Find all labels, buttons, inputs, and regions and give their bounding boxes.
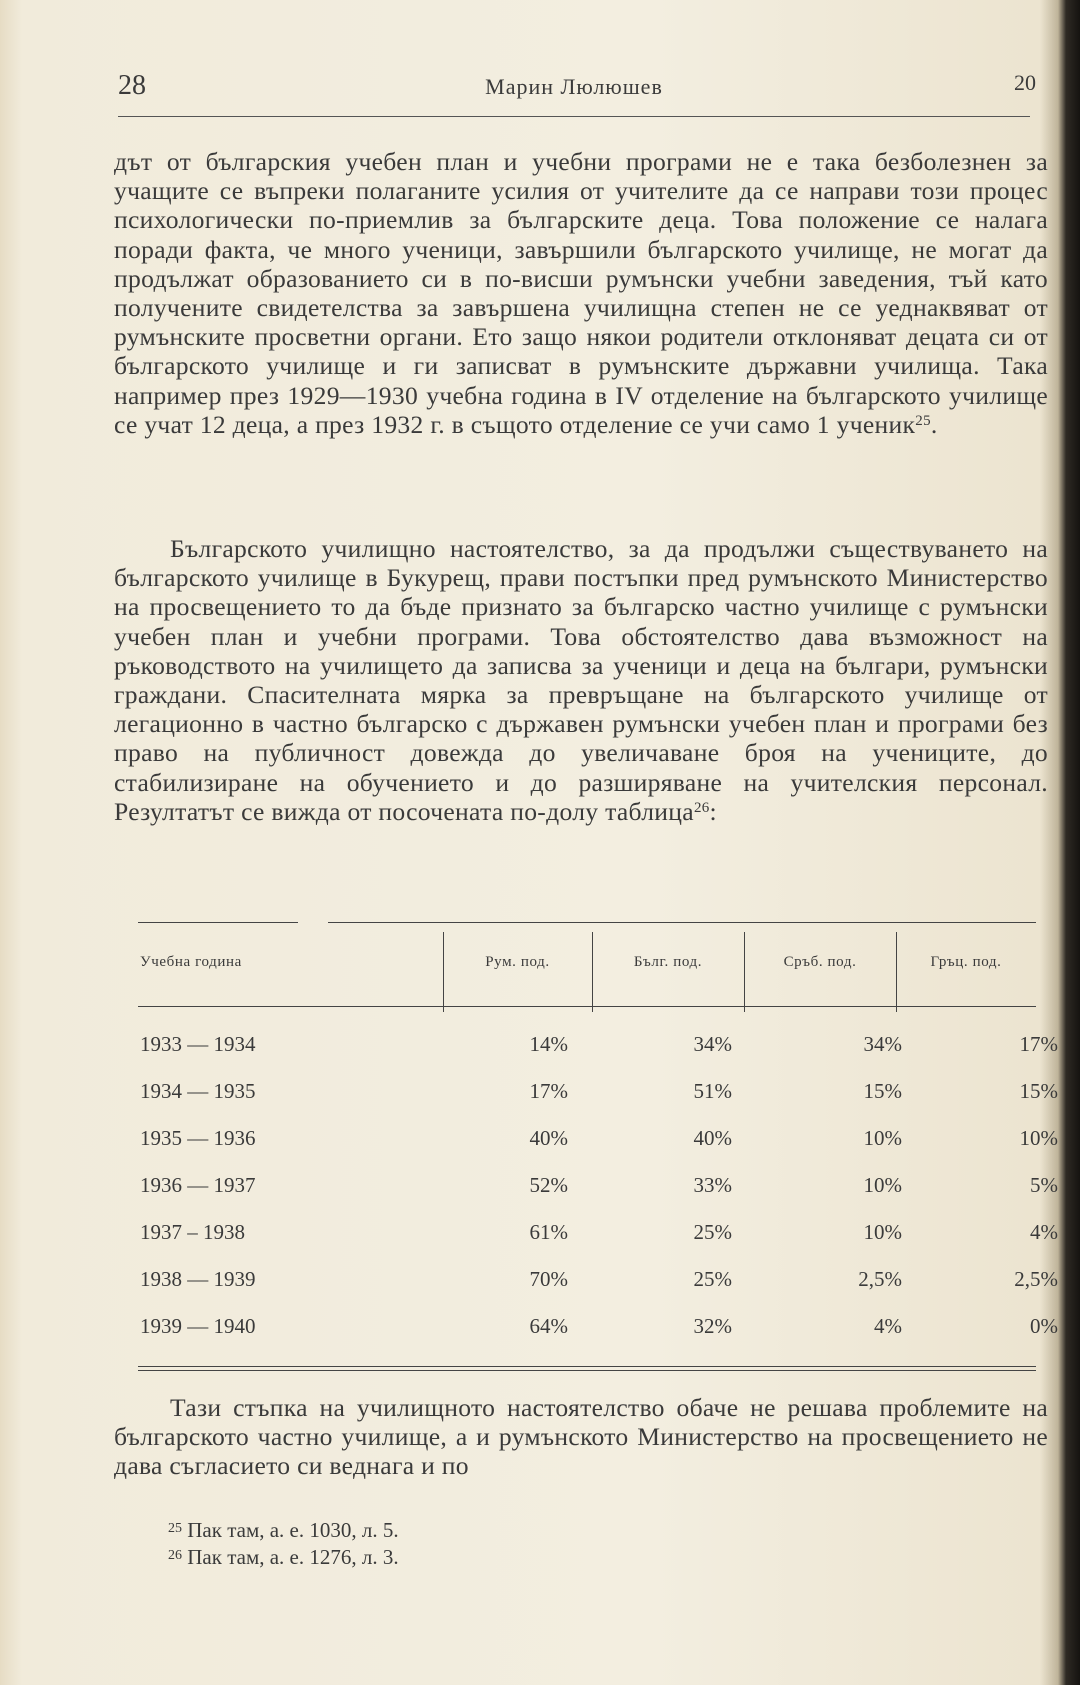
school-year: 1935 — 1936: [140, 1126, 256, 1150]
bulgarian-pct: 40%: [693, 1126, 732, 1150]
romanian-pct: 64%: [529, 1314, 568, 1338]
greek-pct: 5%: [1030, 1173, 1058, 1197]
romanian-pct: 14%: [529, 1032, 568, 1056]
greek-pct: 10%: [1019, 1126, 1058, 1150]
header-greek: Гръц. под.: [930, 953, 1002, 970]
school-year: 1934 — 1935: [140, 1079, 256, 1103]
bulgarian-pct: 34%: [693, 1032, 732, 1056]
table-row: [138, 1032, 1058, 1072]
table-row: [138, 1314, 1058, 1354]
serbian-pct: 10%: [863, 1220, 902, 1244]
bulgarian-pct: 32%: [693, 1314, 732, 1338]
header-bulgarian: Бълг. под.: [633, 953, 703, 970]
romanian-pct: 52%: [529, 1173, 568, 1197]
table-row: [138, 1267, 1058, 1307]
greek-pct: 4%: [1030, 1220, 1058, 1244]
header-romanian: Рум. под.: [485, 953, 550, 970]
greek-pct: 17%: [1019, 1032, 1058, 1056]
bulgarian-pct: 33%: [693, 1173, 732, 1197]
serbian-pct: 15%: [863, 1079, 902, 1103]
school-year: 1936 — 1937: [140, 1173, 256, 1197]
table-row: [138, 1220, 1058, 1260]
table-header-rule: [138, 1006, 1036, 1007]
paragraph-1: дът от българския учебен план и учебни програми не е така безболезнен за учащите се въпреки полаганите усилия от учителите да се направи този процес психологически по-приемлив за българските деца. Това положение се налага поради факта, че много ученици, завършили българското училище, не могат да продължат образованието си в по-висши румънски учебни заведения, тъй като получените свидетелства за завършена училищна степен не се уеднаквяват от румънските просветни органи. Ето защо някои родители отклоняват децата си от българското училище и ги записват в румънските държавни училища. Така например през 1929—1930 учебна година в IV отделение на българското училище се учат 12 деца, а през 1932 г. в същото отделение се учи само 1 ученик$^{25}$.: [114, 147, 1048, 439]
serbian-pct: 4%: [874, 1314, 902, 1338]
table-row: [138, 1173, 1058, 1213]
school-year: 1933 — 1934: [140, 1032, 256, 1056]
footnotes: [168, 1517, 399, 1571]
bulgarian-pct: 51%: [693, 1079, 732, 1103]
greek-pct: 15%: [1019, 1079, 1058, 1103]
bulgarian-pct: 25%: [693, 1267, 732, 1291]
header-school-year: Учебна година: [140, 953, 242, 970]
school-year: 1939 — 1940: [140, 1314, 256, 1338]
serbian-pct: 34%: [863, 1032, 902, 1056]
header-serbian: Сръб. под.: [783, 953, 857, 970]
header-rule: [118, 116, 1030, 117]
paragraph-3: Тази стъпка на училищното настоятелство обаче не решава проблемите на българското частно училище, а и румънското Министерство на просвещението не дава съгласието си веднага и по: [114, 1393, 1048, 1481]
greek-pct: 0%: [1030, 1314, 1058, 1338]
footnote-ref-26: 26: [693, 799, 710, 816]
greek-pct: 2,5%: [1014, 1267, 1058, 1291]
school-year: 1937 – 1938: [140, 1220, 245, 1244]
table-bottom-rule: [138, 1366, 1036, 1367]
page-number: 28: [118, 70, 146, 101]
page-reference: 20: [1014, 70, 1036, 95]
romanian-pct: 61%: [529, 1220, 568, 1244]
footnote-26: $^{26}$ Пак там, а. е. 1276, л. 3.: [168, 1545, 399, 1569]
page-header: [118, 70, 1036, 104]
table-bottom-rule-double: [138, 1370, 1036, 1371]
serbian-pct: 2,5%: [858, 1267, 902, 1291]
table-row: [138, 1079, 1058, 1119]
school-year: 1938 — 1939: [140, 1267, 256, 1291]
serbian-pct: 10%: [863, 1173, 902, 1197]
running-title: Марин Люлюшев: [485, 74, 663, 99]
romanian-pct: 17%: [529, 1079, 568, 1103]
footnote-25: $^{25}$ Пак там, а. е. 1030, л. 5.: [168, 1518, 399, 1542]
bulgarian-pct: 25%: [693, 1220, 732, 1244]
romanian-pct: 40%: [529, 1126, 568, 1150]
paragraph-2: Българското училищно настоятелство, за да продължи съществуването на българското училище в Букурещ, прави постъпки пред румънското Министерство на просвещението то да бъде признато за българско частно училище с румънски учебен план и учебни програми. Това обстоятелство дава възможност на ръководството на училището да записва за ученици и деца на българи, румънски граждани. Спасителната мярка за превръщане на българското училище от легационно в частно българско с държавен румънски учебен план и програми без право на публичност довежда до увеличаване броя на учениците, до стабилизиране на обучението и до разширяване на учителския персонал. Резултатът се вижда от посочената по-долу таблица$^{26}$:: [114, 534, 1048, 826]
romanian-pct: 70%: [529, 1267, 568, 1291]
serbian-pct: 10%: [863, 1126, 902, 1150]
table-row: [138, 1126, 1058, 1166]
footnote-ref-25: 25: [915, 412, 931, 429]
